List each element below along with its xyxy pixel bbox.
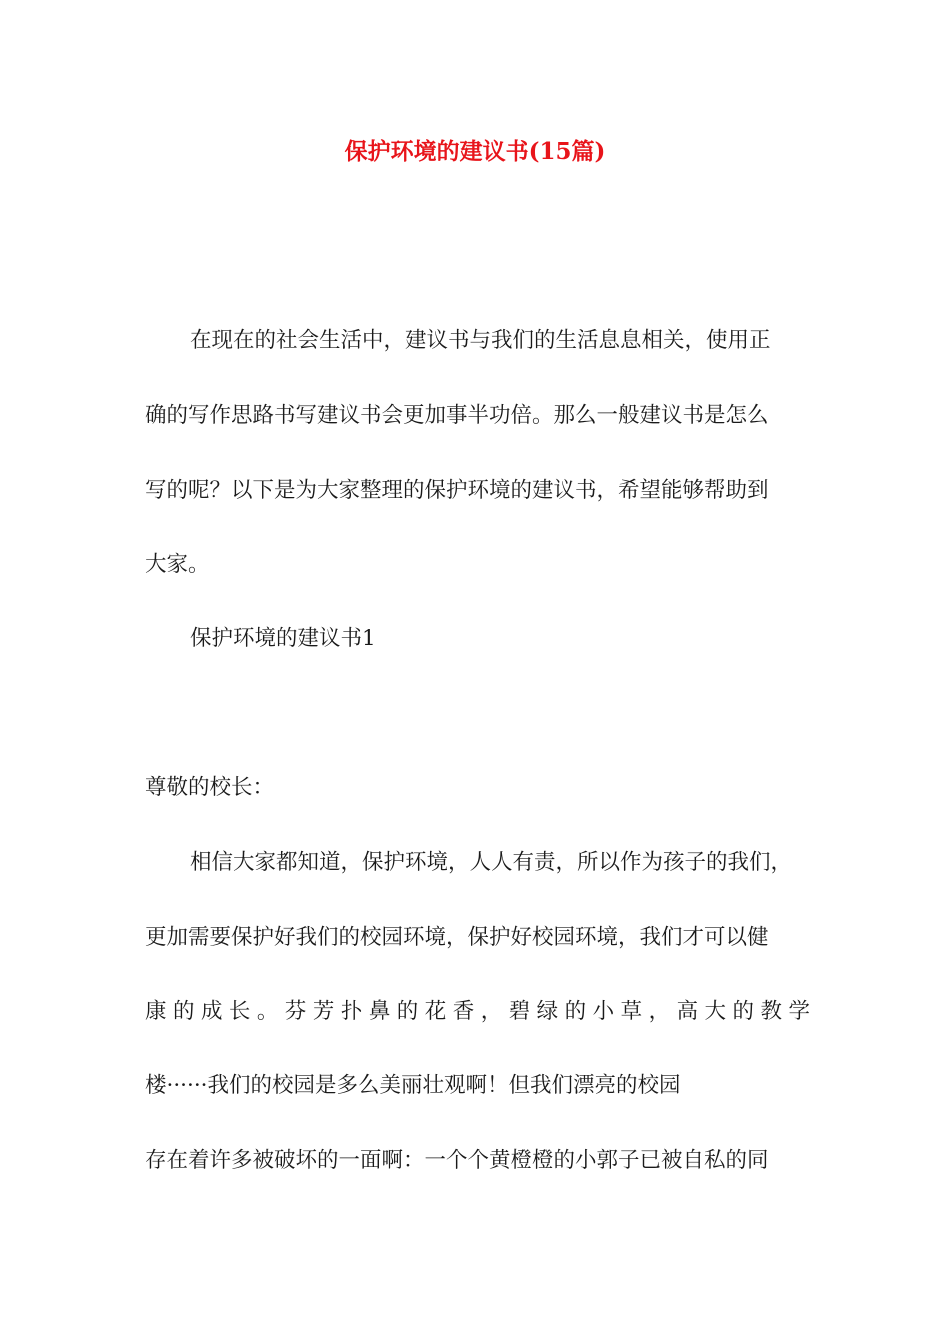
paragraph-line: 楼······我们的校园是多么美丽壮观啊！但我们漂亮的校园 bbox=[145, 1073, 681, 1098]
paragraph-line: 在现在的社会生活中，建议书与我们的生活息息相关，使用正 bbox=[190, 328, 771, 353]
document-title: 保护环境的建议书(15篇) bbox=[344, 138, 606, 165]
paragraph-line: 康的成长。芬芳扑鼻的花香，碧绿的小草，高大的教学 bbox=[145, 999, 810, 1024]
paragraph-line: 存在着许多被破坏的一面啊：一个个黄橙橙的小郭子已被自私的同 bbox=[145, 1148, 769, 1173]
paragraph-line: 大家。 bbox=[145, 552, 210, 577]
paragraph-line: 相信大家都知道，保护环境，人人有责，所以作为孩子的我们， bbox=[190, 850, 793, 875]
paragraph-line: 确的写作思路书写建议书会更加事半功倍。那么一般建议书是怎么 bbox=[145, 403, 769, 428]
paragraph-line: 更加需要保护好我们的校园环境，保护好校园环境，我们才可以健 bbox=[145, 925, 769, 950]
paragraph-line: 写的呢？以下是为大家整理的保护环境的建议书，希望能够帮助到 bbox=[145, 478, 769, 503]
salutation: 尊敬的校长： bbox=[145, 775, 275, 800]
section-heading: 保护环境的建议书1 bbox=[190, 626, 376, 651]
